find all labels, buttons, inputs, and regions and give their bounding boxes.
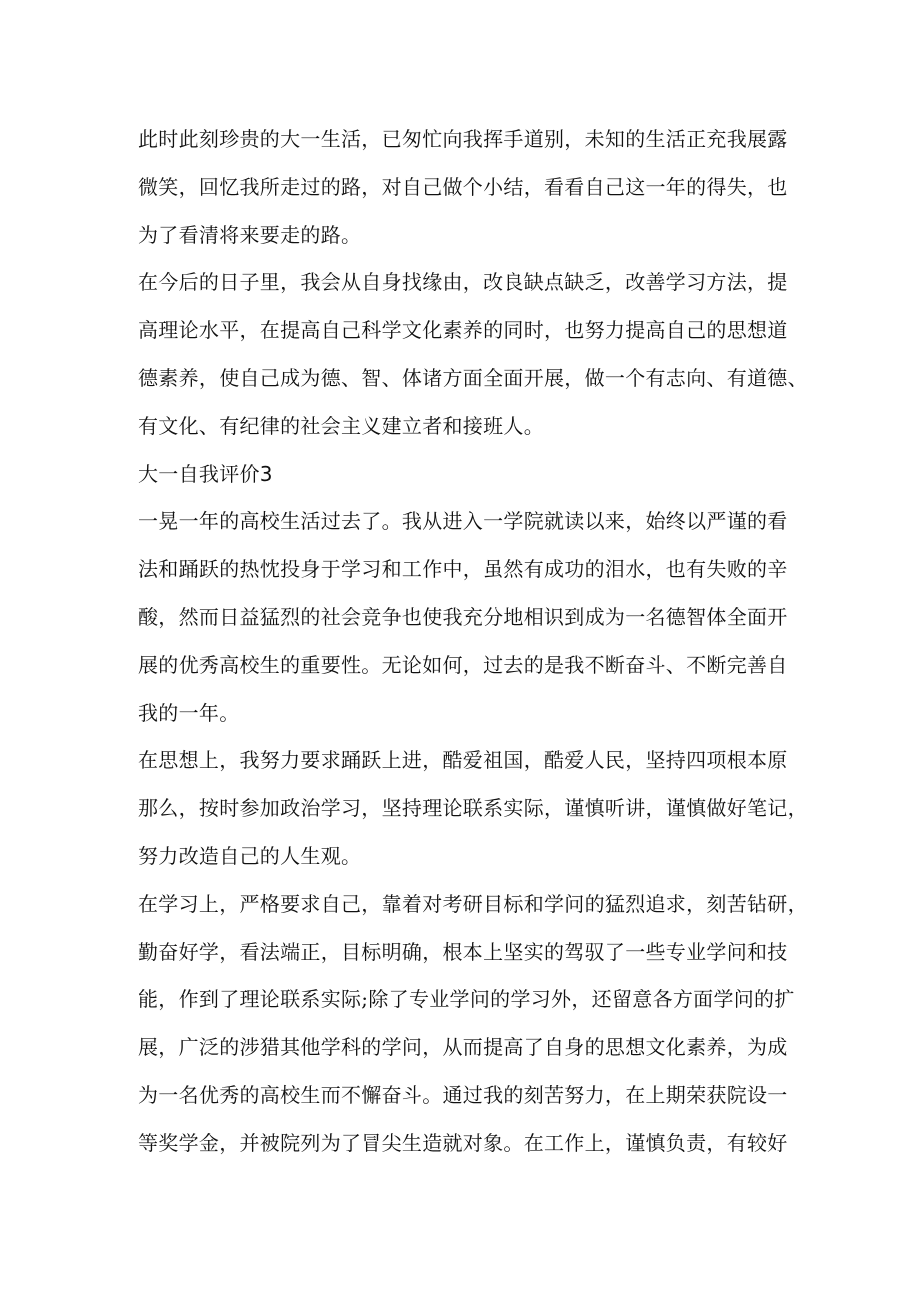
- text-line: 法和踊跃的热忱投身于学习和工作中，虽然有成功的泪水，也有失败的辛: [138, 557, 788, 582]
- text-line: 在今后的日子里，我会从自身找缘由，改良缺点缺乏，改善学习方法，提: [138, 270, 788, 295]
- text-line: 我的一年。: [138, 700, 240, 725]
- text-line: 在学习上，严格要求自己，靠着对考研目标和学问的猛烈追求，刻苦钻研，: [138, 891, 808, 916]
- text-line: 高理论水平，在提高自己科学文化素养的同时，也努力提高自己的思想道: [138, 318, 788, 343]
- text-line: 努力改造自己的人生观。: [138, 843, 362, 868]
- text-line: 有文化、有纪律的社会主义建立者和接班人。: [138, 413, 544, 438]
- text-line: 等奖学金，并被院列为了冒尖生造就对象。在工作上，谨慎负责，有较好: [138, 1130, 788, 1155]
- text-line: 微笑，回忆我所走过的路，对自己做个小结，看看自己这一年的得失，也: [138, 174, 788, 199]
- text-line: 展的优秀高校生的重要性。无论如何，过去的是我不断奋斗、不断完善自: [138, 652, 788, 677]
- text-line: 勤奋好学，看法端正，目标明确，根本上坚实的驾驭了一些专业学问和技: [138, 939, 788, 964]
- text-line: 德素养，使自己成为德、智、体诸方面全面开展，做一个有志向、有道德、: [138, 365, 808, 390]
- text-line: 能，作到了理论联系实际;除了专业学问的学习外，还留意各方面学问的扩: [138, 987, 795, 1012]
- text-line: 此时此刻珍贵的大一生活，已匆忙向我挥手道别，未知的生活正充我展露: [138, 127, 788, 151]
- text-line: 酸，然而日益猛烈的社会竞争也使我充分地相识到成为一名德智体全面开: [138, 604, 788, 629]
- text-line: 展，广泛的涉猎其他学科的学问，从而提高了自身的思想文化素养，为成: [138, 1035, 788, 1060]
- text-line: 那么，按时参加政治学习，坚持理论联系实际，谨慎听讲，谨慎做好笔记，: [138, 796, 808, 821]
- text-line: 在思想上，我努力要求踊跃上进，酷爱祖国，酷爱人民，坚持四项根本原: [138, 748, 788, 773]
- section-heading: 大一自我评价3: [138, 461, 273, 486]
- text-line: 为一名优秀的高校生而不懈奋斗。通过我的刻苦努力，在上期荣获院设一: [138, 1082, 788, 1107]
- text-line: 为了看清将来要走的路。: [138, 222, 362, 247]
- text-line: 一晃一年的高校生活过去了。我从进入一学院就读以来，始终以严谨的看: [138, 509, 788, 534]
- document-body: [138, 116, 808, 1168]
